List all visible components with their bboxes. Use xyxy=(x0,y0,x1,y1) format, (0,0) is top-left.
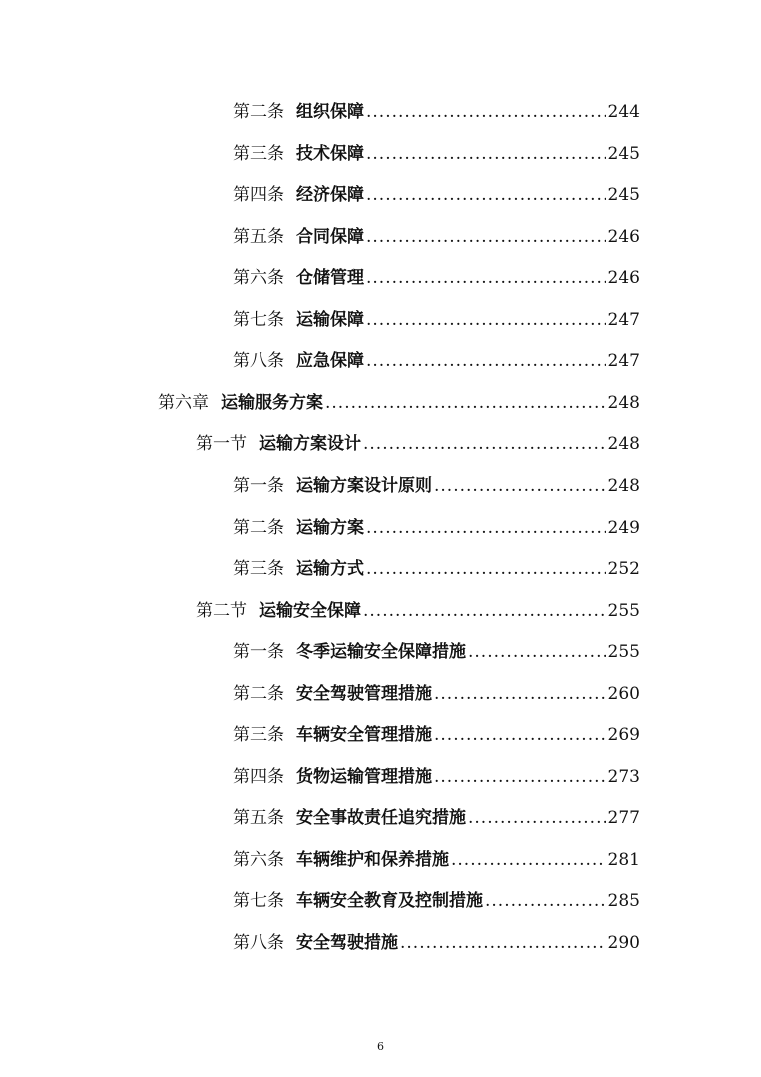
toc-entry-page: 248 xyxy=(607,434,640,455)
dot-leader xyxy=(400,933,606,953)
toc-entry-article[interactable] xyxy=(233,263,640,289)
toc-entry-page: 285 xyxy=(607,891,640,912)
toc-entry-number: 第一条 xyxy=(233,475,284,496)
toc-entry-number: 第三条 xyxy=(233,143,284,164)
dot-leader xyxy=(325,393,606,413)
toc-entry-article[interactable] xyxy=(233,222,640,248)
toc-entry-page: 255 xyxy=(607,600,640,621)
toc-entry-page: 245 xyxy=(607,185,640,206)
toc-entry-title: 运输方案设计 xyxy=(259,434,361,455)
toc-entry-number: 第二节 xyxy=(196,600,247,621)
toc-entry-title: 经济保障 xyxy=(296,185,364,206)
toc-entry-article[interactable] xyxy=(233,471,640,497)
toc-entry-page: 246 xyxy=(607,226,640,247)
toc-entry-title: 技术保障 xyxy=(296,143,364,164)
toc-entry-page: 249 xyxy=(607,517,640,538)
toc-entry-article[interactable] xyxy=(233,554,640,580)
toc-entry-title: 货物运输管理措施 xyxy=(296,766,432,787)
toc-entry-article[interactable] xyxy=(233,803,640,829)
toc-entry-number: 第七条 xyxy=(233,891,284,912)
toc-entry-title: 合同保障 xyxy=(296,226,364,247)
dot-leader xyxy=(485,891,606,911)
toc-entry-title: 车辆安全教育及控制措施 xyxy=(296,891,483,912)
dot-leader xyxy=(451,850,606,870)
toc-entry-page: 246 xyxy=(607,268,640,289)
dot-leader xyxy=(366,559,606,579)
dot-leader xyxy=(434,476,606,496)
dot-leader xyxy=(366,310,606,330)
toc-entry-title: 车辆安全管理措施 xyxy=(296,725,432,746)
toc-entry-page: 281 xyxy=(607,849,640,870)
toc-entry-article[interactable] xyxy=(233,139,640,165)
toc-entry-number: 第六条 xyxy=(233,849,284,870)
toc-entry-number: 第八条 xyxy=(233,933,284,953)
toc-entry-title: 运输服务方案 xyxy=(221,392,323,413)
dot-leader xyxy=(468,808,606,828)
toc-entry-page: 273 xyxy=(607,766,640,787)
toc-entry-page: 245 xyxy=(607,143,640,164)
toc-entry-number: 第七条 xyxy=(233,309,284,330)
toc-entry-page: 260 xyxy=(607,683,640,704)
toc-entry-section[interactable] xyxy=(196,596,640,622)
toc-entry-page: 269 xyxy=(607,725,640,746)
toc-entry-number: 第六章 xyxy=(158,392,209,413)
toc-entry-article[interactable] xyxy=(233,346,640,372)
toc-entry-title: 运输保障 xyxy=(296,309,364,330)
toc-entry-number: 第八条 xyxy=(233,351,284,372)
dot-leader xyxy=(366,351,606,371)
dot-leader xyxy=(363,434,606,454)
dot-leader xyxy=(434,725,606,745)
toc-entry-title: 运输方案设计原则 xyxy=(296,475,432,496)
toc-entry-number: 第六条 xyxy=(233,268,284,289)
dot-leader xyxy=(434,767,606,787)
toc-entry-number: 第四条 xyxy=(233,766,284,787)
toc-entry-page: 248 xyxy=(607,392,640,413)
toc-entry-article[interactable] xyxy=(233,762,640,788)
toc-entry-title: 冬季运输安全保障措施 xyxy=(296,642,466,663)
toc-entry-page: 255 xyxy=(607,642,640,663)
dot-leader xyxy=(366,102,606,122)
toc-entry-article[interactable] xyxy=(233,513,640,539)
toc-entry-article[interactable] xyxy=(233,845,640,871)
toc-entry-article[interactable] xyxy=(233,637,640,663)
toc-entry-chapter[interactable] xyxy=(158,388,640,414)
toc-entry-page: 252 xyxy=(607,559,640,580)
toc-entry-number: 第四条 xyxy=(233,185,284,206)
page-number: 6 xyxy=(377,1040,384,1053)
toc-entry-number: 第三条 xyxy=(233,725,284,746)
dot-leader xyxy=(366,144,606,164)
toc-entry-page: 247 xyxy=(607,351,640,372)
toc-entry-number: 第二条 xyxy=(233,683,284,704)
toc-entry-page: 277 xyxy=(607,808,640,829)
dot-leader xyxy=(366,227,606,247)
toc-entry-number: 第一节 xyxy=(196,434,247,455)
dot-leader xyxy=(434,684,606,704)
toc-entry-article[interactable] xyxy=(233,720,640,746)
toc-entry-title: 安全事故责任追究措施 xyxy=(296,808,466,829)
toc-entry-page: 247 xyxy=(607,309,640,330)
toc-entry-title: 应急保障 xyxy=(296,351,364,372)
toc-entry-number: 第五条 xyxy=(233,226,284,247)
toc-entry-number: 第五条 xyxy=(233,808,284,829)
toc-entry-number: 第二条 xyxy=(233,102,284,122)
toc-entry-title: 安全驾驶措施 xyxy=(296,933,398,953)
toc-entry-article[interactable] xyxy=(233,679,640,705)
toc-entry-article[interactable] xyxy=(233,928,640,954)
toc-entry-title: 运输方式 xyxy=(296,559,364,580)
toc-entry-title: 组织保障 xyxy=(296,102,364,122)
toc-entry-page: 244 xyxy=(607,102,640,122)
toc-entry-number: 第二条 xyxy=(233,517,284,538)
dot-leader xyxy=(366,185,606,205)
toc-entry-number: 第一条 xyxy=(233,642,284,663)
toc-entry-article[interactable] xyxy=(233,305,640,331)
dot-leader xyxy=(468,642,606,662)
toc-entry-title: 车辆维护和保养措施 xyxy=(296,849,449,870)
dot-leader xyxy=(366,268,606,288)
toc-entry-section[interactable] xyxy=(196,429,640,455)
toc-entry-page: 290 xyxy=(607,933,640,953)
toc-entry-number: 第三条 xyxy=(233,559,284,580)
toc-entry-article[interactable] xyxy=(233,180,640,206)
toc-entry-page: 248 xyxy=(607,475,640,496)
toc-entry-article[interactable] xyxy=(233,97,640,123)
toc-entry-article[interactable] xyxy=(233,886,640,912)
toc-entry-title: 安全驾驶管理措施 xyxy=(296,683,432,704)
toc-entry-title: 运输方案 xyxy=(296,517,364,538)
dot-leader xyxy=(366,518,606,538)
toc-entry-title: 仓储管理 xyxy=(296,268,364,289)
toc-entry-title: 运输安全保障 xyxy=(259,600,361,621)
dot-leader xyxy=(363,601,606,621)
